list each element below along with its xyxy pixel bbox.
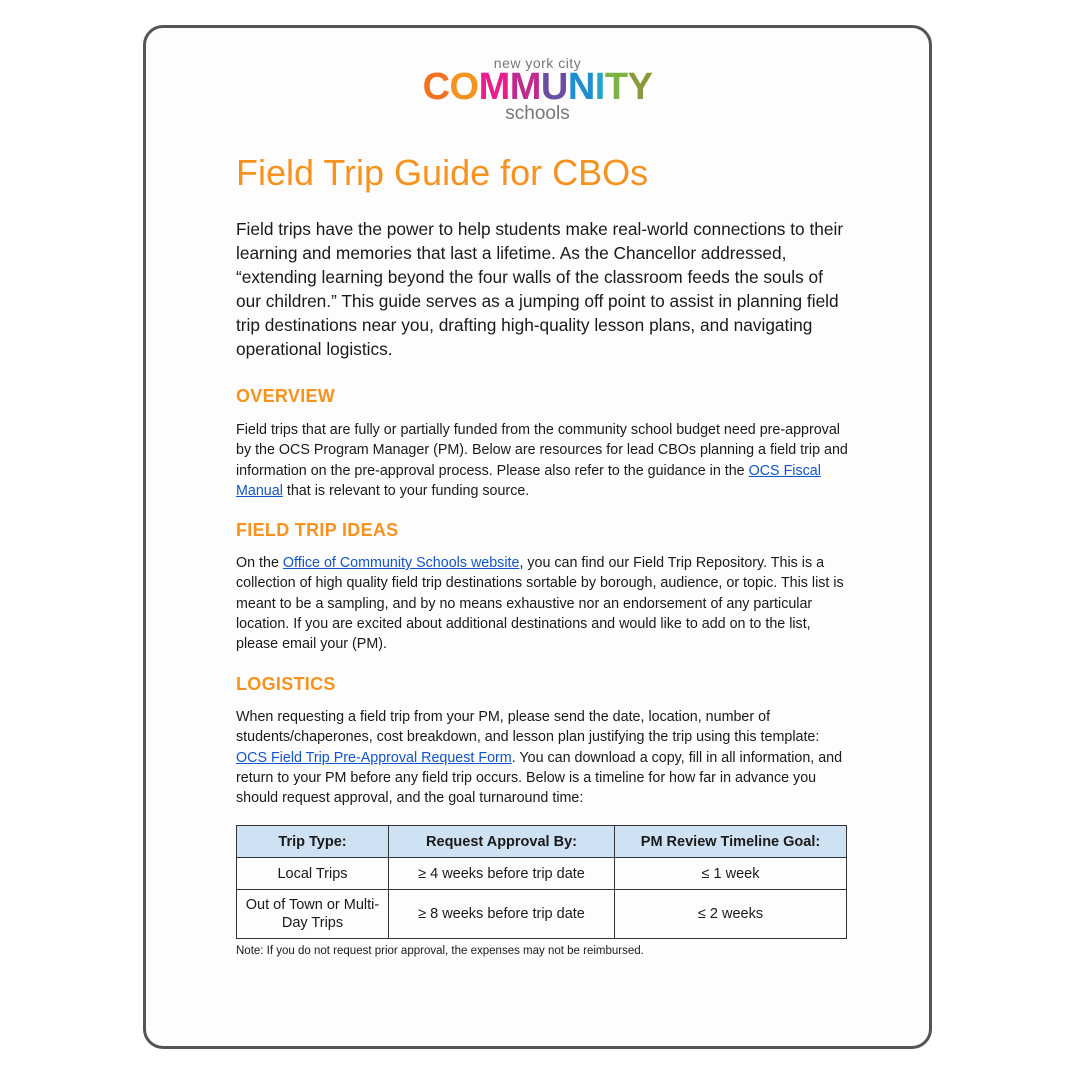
- ocs-website-link[interactable]: Office of Community Schools website: [282, 555, 520, 571]
- overview-heading: OVERVIEW: [236, 386, 336, 406]
- logo-top-text: new york city: [493, 55, 582, 71]
- overview-text-end: that is relevant to your funding source.: [282, 482, 530, 499]
- table-cell: ≥ 4 weeks before trip date: [389, 858, 615, 890]
- logo-letter: C: [422, 66, 450, 108]
- community-schools-logo: [146, 56, 929, 124]
- logistics-heading: LOGISTICS: [236, 674, 336, 694]
- logo-main-text: [146, 66, 929, 108]
- trip-timeline-table: [236, 825, 847, 939]
- overview-text: Field trips that are fully or partially funded from the community school budget need pre-approval by the OCS Program Manager (PM). Below are resources for lead CBOs planning a field trip and information on the pre-approval process. Please also refer to the guidance in the: [236, 422, 848, 479]
- logo-letter: I: [594, 66, 605, 108]
- table-cell: ≤ 1 week: [615, 858, 847, 890]
- intro-paragraph: Field trips have the power to help students make real-world connections to their learning and memories that last a lifetime. As the Chancellor addressed, “extending learning beyond the four walls of the classroom feeds the souls of our children.” This guide serves as a jumping off point to assist in planning field trip destinations near you, drafting high-quality lesson plans, and navigating operational logistics.: [236, 219, 844, 359]
- logistics-text: When requesting a field trip from your PM, please send the date, location, number of students/chaperones, cost breakdown, and lesson plan justifying the trip using this template:: [236, 709, 820, 746]
- document-page: [143, 25, 932, 1049]
- logo-letter: T: [604, 66, 628, 108]
- table-header-cell: Trip Type:: [237, 826, 389, 858]
- logo-letter: U: [540, 66, 568, 108]
- field-trip-ideas-heading: FIELD TRIP IDEAS: [236, 520, 399, 540]
- ideas-text: On the: [236, 555, 283, 571]
- overview-paragraph: [236, 420, 848, 501]
- table-cell: ≤ 2 weeks: [615, 890, 847, 939]
- table-cell: Local Trips: [237, 858, 389, 890]
- logo-letter: M: [509, 66, 541, 108]
- table-row: [237, 890, 847, 939]
- logo-letter: M: [478, 66, 510, 108]
- logistics-paragraph: [236, 707, 848, 808]
- approval-note: Note: If you do not request prior approval, the expenses may not be reimbursed.: [236, 945, 644, 957]
- logo-bottom-text: schools: [505, 103, 570, 124]
- fiscal-manual-link[interactable]: OCS Fiscal Manual: [236, 462, 821, 499]
- pre-approval-form-link[interactable]: OCS Field Trip Pre-Approval Request Form: [236, 749, 512, 766]
- table-cell: Out of Town or Multi-Day Trips: [237, 890, 389, 939]
- logo-letter: Y: [627, 66, 653, 108]
- logo-letter: N: [567, 66, 595, 108]
- logistics-text-end: . You can download a copy, fill in all information, and return to your PM before any field trip occurs. Below is a timeline for how far in advance you should request approval, and the goal turnaround time:: [236, 749, 843, 807]
- table-row: [237, 858, 847, 890]
- table-header-row: [237, 826, 847, 858]
- page-title: Field Trip Guide for CBOs: [236, 152, 649, 193]
- logo-letter: O: [449, 66, 479, 108]
- table-header-cell: PM Review Timeline Goal:: [615, 826, 847, 858]
- table-cell: ≥ 8 weeks before trip date: [389, 890, 615, 939]
- table-header-cell: Request Approval By:: [389, 826, 615, 858]
- ideas-paragraph: [236, 553, 848, 654]
- ideas-text-end: , you can find our Field Trip Repository. This is a collection of high quality field trip destinations sortable by borough, audience, or topic. This list is meant to be a sampling, and by no means exhaustive nor an endorsement of any particular location. If you are excited about additional destinations and would like to add on to the list, please email your (PM).: [236, 555, 844, 653]
